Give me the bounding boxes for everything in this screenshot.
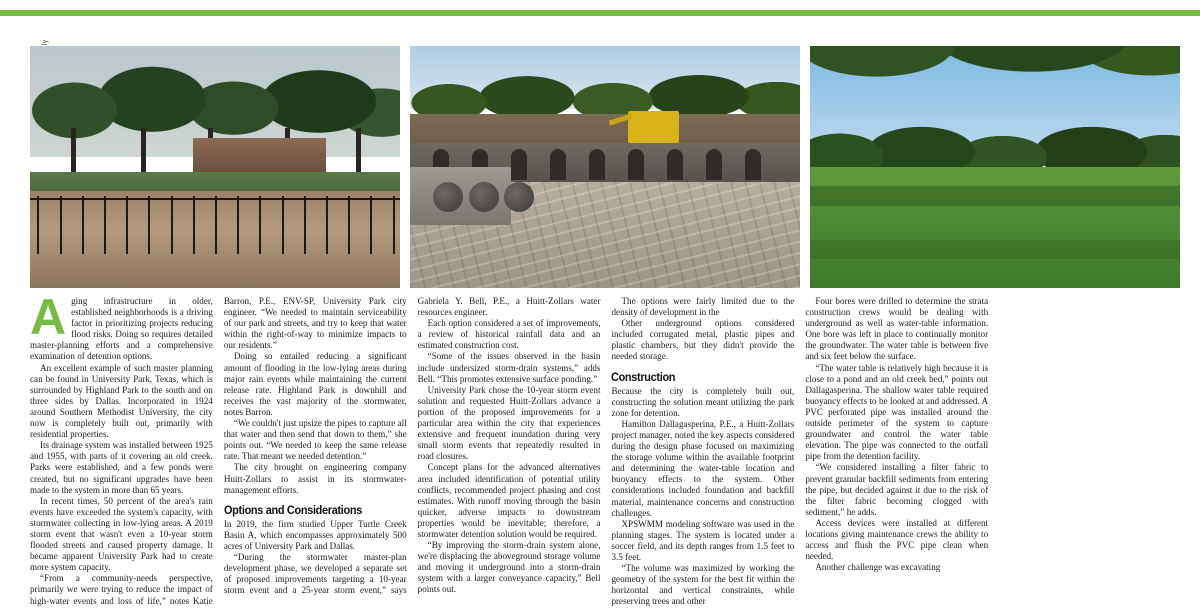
photo-strip <box>30 46 1180 288</box>
paragraph <box>224 462 407 495</box>
paragraph-text: “From a community-needs perspective, primarily we were trying to reduce the impact of high-water events and loss of life,” notes Katie Barron, P.E., ENV-SP, University Park city engineer. “We needed to maintain serviceability of our park and streets, and try to keep that water within the right-of-way to minimize impacts to our residents.” <box>30 296 407 606</box>
tree-shadow <box>810 186 1180 205</box>
tree-canopy-layer <box>810 46 1180 104</box>
paragraph <box>805 518 988 562</box>
paragraph-text: Because the city is completely built out, constructing the solution meant utilizing the park zone for detention. <box>611 385 795 418</box>
paragraph <box>418 462 601 540</box>
paragraph-text: “We considered installing a filter fabric to prevent granular backfill sediments from entering the pipe, but decided against it due to the risk of the filter fabric becoming clogged with sediment,” he adds. <box>805 462 989 517</box>
construction-site-photo <box>410 46 800 288</box>
section-heading-construction: Construction <box>611 369 676 384</box>
paragraph-text: “The volume was maximized by working the geometry of the system for the best fit within the horizontal and vertical constraints, while preserving trees and other <box>611 563 795 607</box>
paragraph-text: Access devices were installed at different locations giving maintenance crews the ability to access and flush the PVC pipe clean when needed. <box>805 517 989 562</box>
paragraph <box>805 296 988 363</box>
paragraph-text: Doing so entailed reducing a significant amount of flooding in the low-lying areas during major rain events while maintaining the current release rate. Highland Park is downhill and receives the vast majority of the stormwater, notes Barron. <box>223 351 407 417</box>
paragraph-text: XPSWMM modeling software was used in the planning stages. The system is located under a soccer field, and its depth ranges from 1.5 feet to 3.5 feet. <box>611 518 795 562</box>
paragraph-text: Each option considered a set of improvements, a review of historical rainfall data and an estimated construction cost. <box>417 318 601 351</box>
flooded-park-photo <box>30 46 400 288</box>
paragraph <box>30 496 213 574</box>
paragraph-text: Four bores were drilled to determine the strata construction crews would be dealing with underground as well as water-table information. One bore was left in place to continually monitor the groundwater. The water table is between five and six feet below the surface. <box>805 296 989 362</box>
paragraph <box>611 563 794 607</box>
paragraph-text: An excellent example of such master planning can be found in University Park, Texas, which is surrounded by Highland Park to the south and on three sides by Dallas. Incorporated in 1924 around Southern Methodist University, the city now is completely built out, primarily with residential properties. <box>30 362 213 440</box>
paragraph-text: “During the stormwater master-plan development phase, we developed a separate set of proposed improvements targeting a 10-year storm event and a 25-year storm event,” says Gabriela Y. Bell, P.E., a Huitt-Zollars water resources engineer. <box>223 296 601 596</box>
paragraph <box>611 296 794 318</box>
paragraph-text: Concept plans for the advanced alternatives area included identification of potential utility conflicts, recommended project phasing and cost estimates. With runoff moving through the basin quicker, adverse impacts to downstream properties would be inevitable; therefore, a stormwater detention solution would be required. <box>417 462 601 539</box>
tree-shadow <box>810 240 1180 259</box>
paragraph-text: Other underground options considered included corrugated metal, plastic pipes and plastic chambers, but they didn't provide the needed storage. <box>611 318 795 362</box>
paragraph <box>418 385 601 463</box>
paragraph-text: Hamilton Dallagasperina, P.E., a Huitt-Zollars project manager, noted the key aspects considered during the design phase focused on maximizing the storage volume within the available footprint and determining the water-table location and buoyancy effects to the system. Other considerations included foundation and backfill material, maintenance concerns and construction challenges. <box>611 418 795 518</box>
paragraph-text: Another challenge was excavating <box>815 562 941 573</box>
paragraph <box>224 418 407 462</box>
paragraph-text: ging infrastructure in older, established neighborhoods is a driving factor in prioritizing projects reducing flood risks. Doing so requires detailed master-planning efforts and a comprehensive examination of detention options. <box>30 296 213 362</box>
paragraph-text: The city brought on engineering company Huitt-Zollars to assist in its stormwater-management efforts. <box>223 462 407 495</box>
paragraph <box>805 562 988 573</box>
iron-fence <box>30 196 400 254</box>
paragraph-text: “By improving the storm-drain system alone, we're displacing the aboveground storage volume and moving it underground into a storm-drain system with a larger conveyance capacity,” Bell points out. <box>417 540 601 595</box>
paragraph-text: The options were fairly limited due to the density of development in the <box>611 296 795 318</box>
drop-cap: A <box>30 289 67 345</box>
top-accent-bar <box>0 10 1200 16</box>
paragraph-text: “We couldn't just upsize the pipes to capture all that water and then send that down to them,” she points out. “We needed to keep the same release rate. That meant we needed detention.” <box>223 418 407 462</box>
restored-park-photo <box>810 46 1180 288</box>
brick-wall <box>193 138 326 172</box>
paragraph <box>224 351 407 418</box>
paragraph <box>418 540 601 595</box>
paragraph <box>805 462 988 517</box>
paragraph-text: In recent times, 50 percent of the area's rain events have exceeded the system's capacity, with stormwater collecting in low-lying areas. A 2019 storm event that wasn't even a 10-year storm flooded streets and caused property damage. It became apparent University Park had to create more system capacity. <box>30 495 213 573</box>
paragraph <box>805 363 988 463</box>
pipe-opening <box>504 182 534 212</box>
excavator <box>628 111 679 142</box>
paragraph <box>224 519 407 552</box>
paragraph <box>611 386 794 419</box>
paragraph-text: University Park chose the 10-year storm event solution and requested Huitt-Zollars advance a portion of the proposed improvements for a particular area within the city that experiences extensive and frequent inundation during very small storm events that repeatedly resulted in road closures. <box>417 384 601 462</box>
paragraph <box>611 318 794 362</box>
paragraph-text: In 2019, the firm studied Upper Turtle Creek Basin A, which encompasses approximately 500 acres of University Park and Dallas. <box>223 518 407 551</box>
paragraph-text: “Some of the issues observed in the basin include undersized storm-drain systems,” adds Bell. “This promotes extensive surface ponding.” <box>417 351 601 384</box>
paragraph <box>611 419 794 519</box>
paragraph <box>611 519 794 563</box>
paragraph <box>418 318 601 351</box>
article-body <box>30 289 1182 608</box>
section-heading-options: Options and Considerations <box>223 502 362 517</box>
treeline-layer <box>810 119 1180 172</box>
paragraph-text: “The water table is relatively high because it is close to a pond and an old creek bed,” points out Dallagasperina. The shallow water table required buoyancy effects to be looked at and addressed. A PVC perforated pipe was installed around the outside perimeter of the system to capture groundwater and control the water table elevation. The pipe was connected to the outfall pipe from the detention facility. <box>805 362 989 462</box>
lead-paragraph <box>30 289 213 363</box>
paragraph <box>418 351 601 384</box>
pipe-opening <box>433 182 463 212</box>
tree-canopy-layer <box>410 65 800 118</box>
paragraph-text: Its drainage system was installed between 1925 and 1955, with parts of it covering an old creek. Parks were established, and a few ponds were created, but no significant upgrades have been made to the system in more than 65 years. <box>30 440 213 495</box>
paragraph <box>30 363 213 441</box>
lawn-layer <box>810 167 1180 288</box>
paragraph <box>30 440 213 495</box>
pipe-opening <box>469 182 499 212</box>
